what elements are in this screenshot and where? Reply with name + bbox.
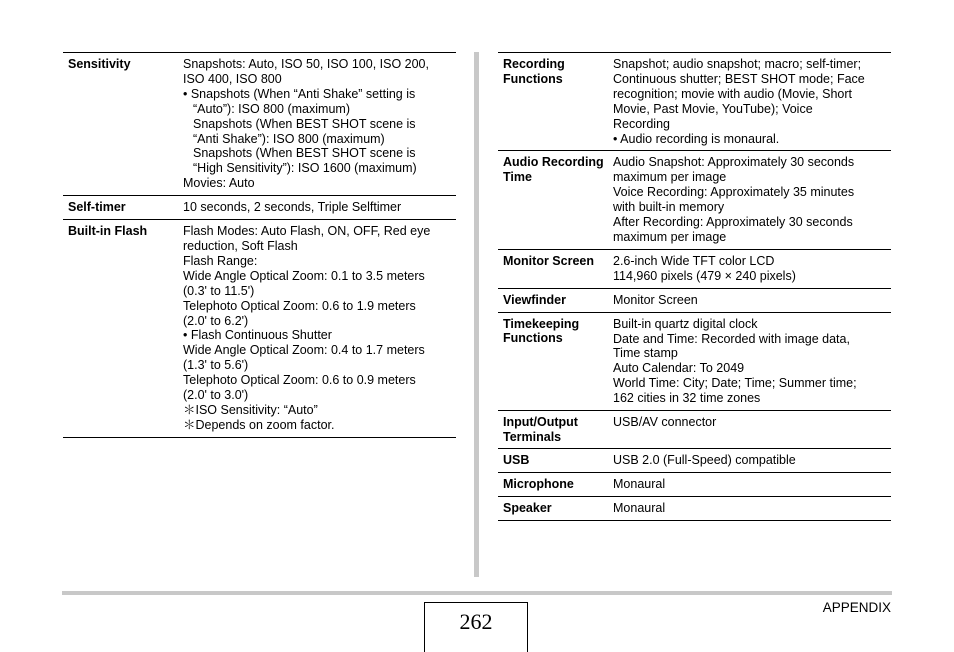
spec-value-line: (2.0' to 6.2') <box>183 313 249 328</box>
spec-value <box>613 57 891 146</box>
spec-label-line: Self-timer <box>68 200 126 215</box>
spec-value-line: Recording <box>613 116 670 131</box>
spec-value-line: 162 cities in 32 time zones <box>613 391 761 406</box>
right-spec-table <box>498 52 891 521</box>
spec-value <box>613 477 891 492</box>
spec-value-line: Movie, Past Movie, YouTube); Voice <box>613 101 813 116</box>
spec-label <box>498 254 613 284</box>
spec-value <box>613 293 891 308</box>
spec-value <box>613 453 891 468</box>
spec-value-line: Monaural <box>613 500 666 515</box>
spec-value-line: “Auto”): ISO 800 (maximum) <box>193 101 350 116</box>
spec-label-line: Time <box>503 169 532 184</box>
spec-value-line: Built-in quartz digital clock <box>613 316 758 331</box>
spec-value-line: Continuous shutter; BEST SHOT mode; Face <box>613 71 865 86</box>
spec-value-line: Movies: Auto <box>183 176 255 191</box>
spec-value-line: Voice Recording: Approximately 35 minutes <box>613 185 855 200</box>
spec-value-line: USB 2.0 (Full-Speed) compatible <box>613 453 796 468</box>
spec-label-line: Built-in Flash <box>68 224 148 239</box>
spec-label <box>63 57 183 191</box>
spec-row <box>498 411 891 449</box>
spec-value-line: • Snapshots (When “Anti Shake” setting is <box>183 86 416 101</box>
spec-value-line: Telephoto Optical Zoom: 0.6 to 0.9 meters <box>183 373 416 388</box>
spec-value <box>613 155 891 244</box>
spec-value <box>183 200 456 215</box>
spec-label-line: Terminals <box>503 429 562 444</box>
spec-label <box>498 501 613 516</box>
spec-label <box>498 57 613 146</box>
spec-value-line: World Time: City; Date; Time; Summer time; <box>613 376 857 391</box>
spec-value-line: (0.3' to 11.5') <box>183 283 255 298</box>
spec-value-line: Monaural <box>613 476 666 491</box>
spec-label <box>498 415 613 444</box>
spec-value-line: Snapshots: Auto, ISO 50, ISO 100, ISO 200, <box>183 57 429 71</box>
spec-label <box>498 477 613 492</box>
spec-value-line: maximum per image <box>613 229 727 244</box>
spec-value-line: (1.3' to 5.6') <box>183 358 249 373</box>
spec-value-line: USB/AV connector <box>613 415 717 430</box>
spec-value-line: After Recording: Approximately 30 seconds <box>613 215 853 230</box>
spec-value-line: reduction, Soft Flash <box>183 238 298 253</box>
spec-value-line: Wide Angle Optical Zoom: 0.4 to 1.7 meters <box>183 343 425 358</box>
spec-value-line: ＊Depends on zoom factor. <box>183 417 335 432</box>
spec-value-line: Audio Snapshot: Approximately 30 seconds <box>613 155 855 170</box>
spec-row <box>63 220 456 438</box>
section-name: APPENDIX <box>822 600 891 615</box>
spec-value <box>183 57 456 191</box>
spec-value-line: Flash Range: <box>183 253 258 268</box>
spec-label-line: Timekeeping <box>503 316 580 331</box>
spec-label-line: Functions <box>503 331 563 346</box>
spec-row <box>498 497 891 521</box>
spec-value-line: Snapshot; audio snapshot; macro; self-timer; <box>613 57 862 71</box>
spec-value-line: Auto Calendar: To 2049 <box>613 361 745 376</box>
spec-row <box>498 313 891 411</box>
spec-label <box>498 155 613 244</box>
spec-value-line: 2.6-inch Wide TFT color LCD <box>613 253 775 268</box>
spec-value-line: • Audio recording is monaural. <box>613 131 780 146</box>
spec-label-line: Monitor Screen <box>503 253 594 268</box>
spec-value-line: Snapshots (When BEST SHOT scene is <box>193 116 416 131</box>
spec-value-line: Telephoto Optical Zoom: 0.6 to 1.9 meters <box>183 298 416 313</box>
spec-value-line: ISO 400, ISO 800 <box>183 71 282 86</box>
spec-row <box>498 151 891 249</box>
spec-value-line: Monitor Screen <box>613 292 698 307</box>
footer-rule <box>62 591 892 595</box>
spec-value-line: Flash Modes: Auto Flash, ON, OFF, Red eye <box>183 224 431 239</box>
spec-label <box>498 317 613 406</box>
spec-value-line: (2.0' to 3.0') <box>183 388 249 403</box>
spec-label <box>63 200 183 215</box>
column-divider <box>474 52 479 577</box>
spec-value-line: Snapshots (When BEST SHOT scene is <box>193 146 416 161</box>
spec-value-line: 114,960 pixels (479 × 240 pixels) <box>613 268 796 283</box>
spec-value-line: • Flash Continuous Shutter <box>183 328 332 343</box>
spec-value-line: “Anti Shake”): ISO 800 (maximum) <box>193 131 385 146</box>
spec-label-line: USB <box>503 453 530 468</box>
spec-label-line: Speaker <box>503 500 552 515</box>
spec-label-line: Functions <box>503 71 563 86</box>
left-spec-table <box>63 52 456 438</box>
spec-value <box>613 501 891 516</box>
spec-label-line: Recording <box>503 57 565 71</box>
spec-value <box>183 224 456 433</box>
spec-value-line: maximum per image <box>613 170 727 185</box>
spec-value <box>613 254 891 284</box>
spec-value <box>613 415 891 444</box>
page-number: 262 <box>424 602 528 652</box>
spec-label-line: Viewfinder <box>503 292 566 307</box>
spec-row <box>63 53 456 196</box>
spec-label <box>63 224 183 433</box>
spec-value-line: “High Sensitivity”): ISO 1600 (maximum) <box>193 161 417 176</box>
spec-value-line: recognition; movie with audio (Movie, Short <box>613 86 853 101</box>
spec-value-line: 10 seconds, 2 seconds, Triple Selftimer <box>183 200 402 215</box>
spec-value-line: Date and Time: Recorded with image data, <box>613 331 850 346</box>
left-spec-column <box>63 52 456 438</box>
spec-label <box>498 293 613 308</box>
spec-label-line: Input/Output <box>503 415 578 430</box>
spec-label-line: Microphone <box>503 476 574 491</box>
spec-value-line: Time stamp <box>613 346 678 361</box>
spec-row <box>498 473 891 497</box>
spec-row <box>498 250 891 289</box>
spec-label-line: Audio Recording <box>503 155 604 170</box>
right-spec-column <box>498 52 891 521</box>
spec-value-line: with built-in memory <box>613 200 725 215</box>
spec-row <box>498 53 891 151</box>
spec-row <box>63 196 456 220</box>
spec-label <box>498 453 613 468</box>
spec-value-line: ＊ISO Sensitivity: “Auto” <box>183 402 318 417</box>
spec-row <box>498 449 891 473</box>
spec-value-line: Wide Angle Optical Zoom: 0.1 to 3.5 meters <box>183 268 425 283</box>
spec-value <box>613 317 891 406</box>
spec-label-line: Sensitivity <box>68 57 131 71</box>
spec-row <box>498 289 891 313</box>
